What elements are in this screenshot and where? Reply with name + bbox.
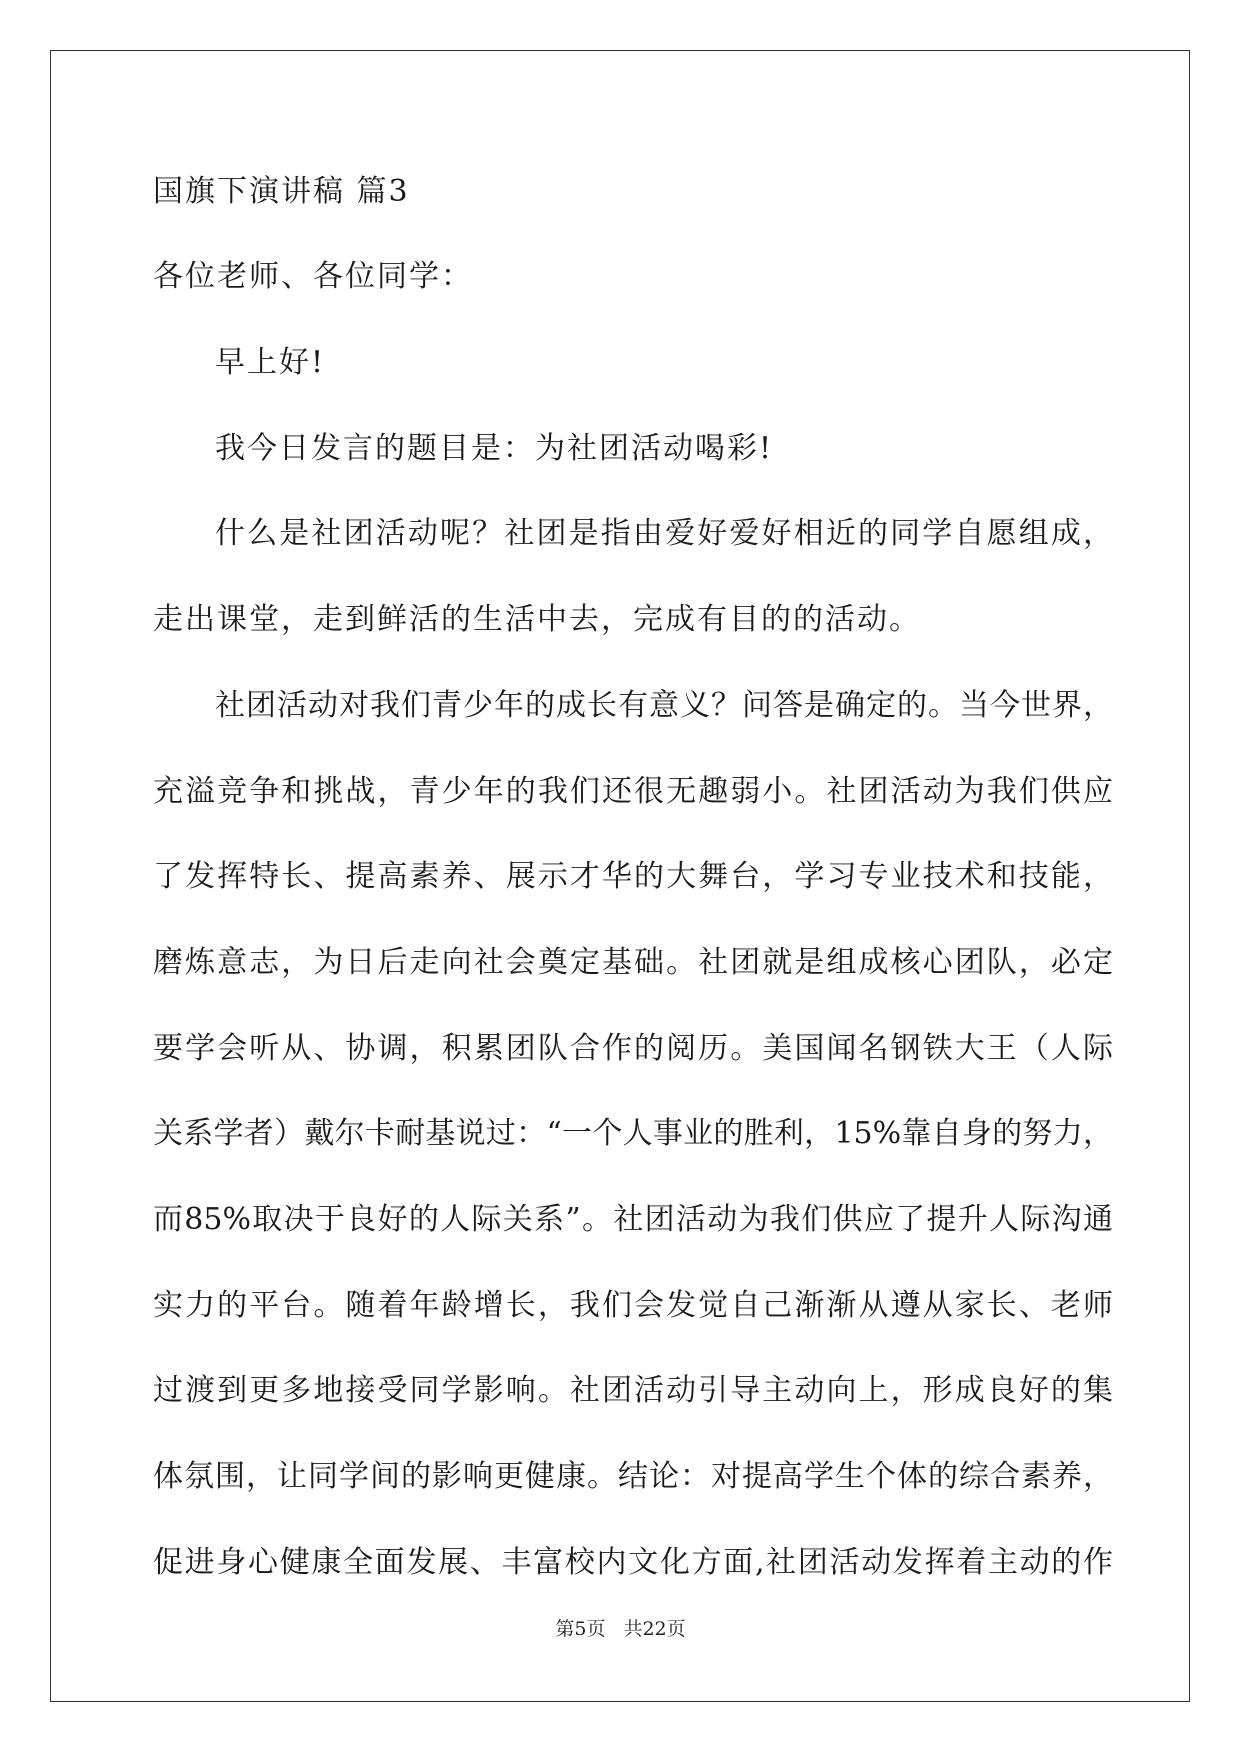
paragraph2-line6: 关系学者）戴尔卡耐基说过：“一个人事业的胜利，15%靠自身的努力， [153, 1116, 1113, 1151]
salutation: 各位老师、各位同学： [153, 259, 473, 294]
paragraph2-line10: 体氛围，让同学间的影响更健康。结论：对提高学生个体的综合素养， [153, 1459, 1113, 1494]
paragraph2-line1: 社团活动对我们青少年的成长有意义？问答是确定的。当今世界， [215, 688, 1113, 723]
page-footer [0, 1617, 1241, 1641]
paragraph2-line4: 磨炼意志，为日后走向社会奠定基础。社团就是组成核心团队，必定 [153, 945, 1113, 980]
paragraph2-line2: 充溢竞争和挑战，青少年的我们还很无趣弱小。社团活动为我们供应 [153, 774, 1113, 809]
document-title: 国旗下演讲稿 篇3 [153, 174, 410, 209]
paragraph2-line11: 促进身心健康全面发展、丰富校内文化方面,社团活动发挥着主动的作 [153, 1545, 1113, 1580]
page-total: 共22页 [623, 1618, 686, 1640]
paragraph2-line3: 了发挥特长、提高素养、展示才华的大舞台，学习专业技术和技能， [153, 859, 1113, 894]
greeting: 早上好! [215, 345, 326, 380]
paragraph2-line5: 要学会听从、协调，积累团队合作的阅历。美国闻名钢铁大王（人际 [153, 1031, 1113, 1066]
paragraph2-line9: 过渡到更多地接受同学影响。社团活动引导主动向上，形成良好的集 [153, 1373, 1113, 1408]
page-number: 第5页 [555, 1618, 606, 1640]
paragraph1-line2: 走出课堂，走到鲜活的生活中去，完成有目的的活动。 [153, 602, 921, 637]
paragraph2-line8: 实力的平台。随着年龄增长，我们会发觉自己渐渐从遵从家长、老师 [153, 1288, 1113, 1323]
paragraph1-line1: 什么是社团活动呢？社团是指由爱好爱好相近的同学自愿组成， [215, 516, 1113, 551]
paragraph2-line7: 而85%取决于良好的人际关系”。社团活动为我们供应了提升人际沟通 [153, 1202, 1113, 1237]
topic-line: 我今日发言的题目是：为社团活动喝彩! [215, 431, 774, 466]
